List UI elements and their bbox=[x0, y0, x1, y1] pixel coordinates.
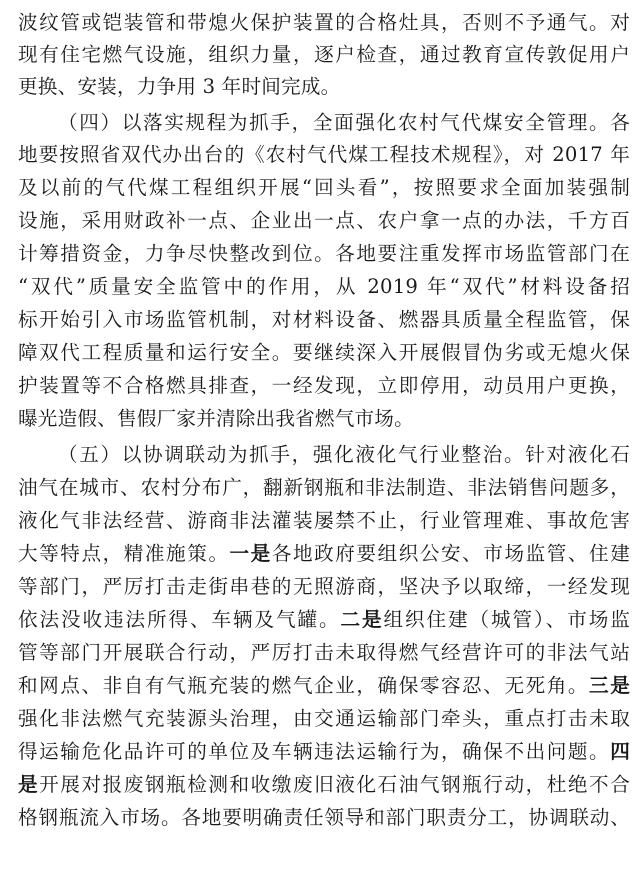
text-segment: 障双代工程质量和运行安全。要继续深入开展假冒伪劣或无熄火保 bbox=[18, 341, 630, 364]
text-line bbox=[18, 770, 630, 800]
text-segment: 管等部门开展联合行动，严厉打击未取得燃气经营许可的非法气站 bbox=[18, 641, 630, 664]
text-segment: 及以前的气代煤工程组织开展“回头看”，按照要求全面加装强制 bbox=[18, 176, 630, 199]
text-line bbox=[18, 539, 630, 569]
text-line bbox=[18, 338, 630, 368]
text-line bbox=[18, 206, 630, 236]
bold-text-segment: 四 bbox=[610, 740, 630, 763]
text-segment: 等部门，严厉打击走街串巷的无照游商，坚决予以取缔，一经发现 bbox=[18, 575, 630, 598]
text-segment: 格钢瓶流入市场。各地要明确责任领导和部门职责分工，协调联动、 bbox=[18, 806, 630, 829]
text-line bbox=[18, 473, 630, 503]
text-segment: 强化非法燃气充装源头治理，由交通运输部门牵头，重点打击未取 bbox=[18, 707, 630, 730]
text-line bbox=[18, 737, 630, 767]
text-line bbox=[18, 173, 630, 203]
text-line bbox=[18, 72, 630, 102]
text-segment: 依法没收违法所得、车辆及气罐。 bbox=[18, 608, 341, 631]
bold-text-segment: 三是 bbox=[589, 674, 630, 697]
text-segment: 开展对报废钢瓶检测和收缴废旧液化石油气钢瓶行动，杜绝不合 bbox=[39, 773, 630, 796]
text-segment: 波纹管或铠装管和带熄火保护装置的合格灶具，否则不予通气。对 bbox=[18, 11, 630, 34]
text-segment: 各地政府要组织公安、市场监管、住建 bbox=[271, 542, 630, 565]
text-segment: 标开始引入市场监管机制，对材料设备、燃器具质量全程监管，保 bbox=[18, 308, 630, 331]
text-line bbox=[18, 239, 630, 269]
text-segment: 护装置等不合格燃具排查，一经发现，立即停用，动员用户更换， bbox=[18, 374, 630, 397]
text-line bbox=[18, 704, 630, 734]
text-segment: 现有住宅燃气设施，组织力量，逐户检查，通过教育宣传敦促用户 bbox=[18, 43, 630, 66]
text-line bbox=[18, 572, 630, 602]
text-segment: （五）以协调联动为抓手，强化液化气行业整治。针对液化石 bbox=[58, 443, 630, 466]
text-line bbox=[18, 371, 630, 401]
text-line bbox=[18, 8, 630, 38]
bold-text-segment: 是 bbox=[18, 773, 40, 796]
text-segment: 计筹措资金，力争尽快整改到位。各地要注重发挥市场监管部门在 bbox=[18, 242, 630, 265]
text-line bbox=[18, 140, 630, 170]
text-segment: 更换、安装，力争用 3 年时间完成。 bbox=[18, 75, 341, 98]
text-segment: 设施，采用财政补一点、企业出一点、农户拿一点的办法，千方百 bbox=[18, 209, 630, 232]
text-segment: 大等特点，精准施策。 bbox=[18, 542, 230, 565]
text-segment: 液化气非法经营、游商非法灌装屡禁不止，行业管理难、事故危害 bbox=[18, 509, 630, 532]
text-line bbox=[18, 305, 630, 335]
text-line bbox=[18, 272, 630, 302]
text-line bbox=[18, 506, 630, 536]
text-segment: 油气在城市、农村分布广，翻新钢瓶和非法制造、非法销售问题多， bbox=[18, 476, 630, 499]
text-segment: （四）以落实规程为抓手，全面强化农村气代煤安全管理。各 bbox=[58, 111, 630, 134]
text-segment: 和网点、非自有气瓶充装的燃气企业，确保零容忍、无死角。 bbox=[18, 674, 590, 697]
text-line bbox=[18, 404, 630, 434]
text-line bbox=[18, 605, 630, 635]
text-line bbox=[18, 40, 630, 70]
text-line bbox=[58, 108, 630, 138]
text-segment: “双代”质量安全监管中的作用，从 2019 年“双代”材料设备招 bbox=[18, 275, 630, 298]
text-line bbox=[18, 638, 630, 668]
text-line bbox=[18, 803, 630, 833]
text-segment: 组织住建（城管）、市场监 bbox=[383, 608, 630, 631]
bold-text-segment: 一是 bbox=[229, 542, 272, 565]
text-segment: 地要按照省双代办出台的《农村气代煤工程技术规程》，对 2017 年 bbox=[18, 143, 630, 166]
text-line bbox=[58, 440, 630, 470]
bold-text-segment: 二是 bbox=[340, 608, 384, 631]
text-segment: 得运输危化品许可的单位及车辆违法运输行为，确保不出问题。 bbox=[18, 740, 611, 763]
text-segment: 曝光造假、售假厂家并清除出我省燃气市场。 bbox=[18, 407, 414, 430]
text-line bbox=[18, 671, 630, 701]
